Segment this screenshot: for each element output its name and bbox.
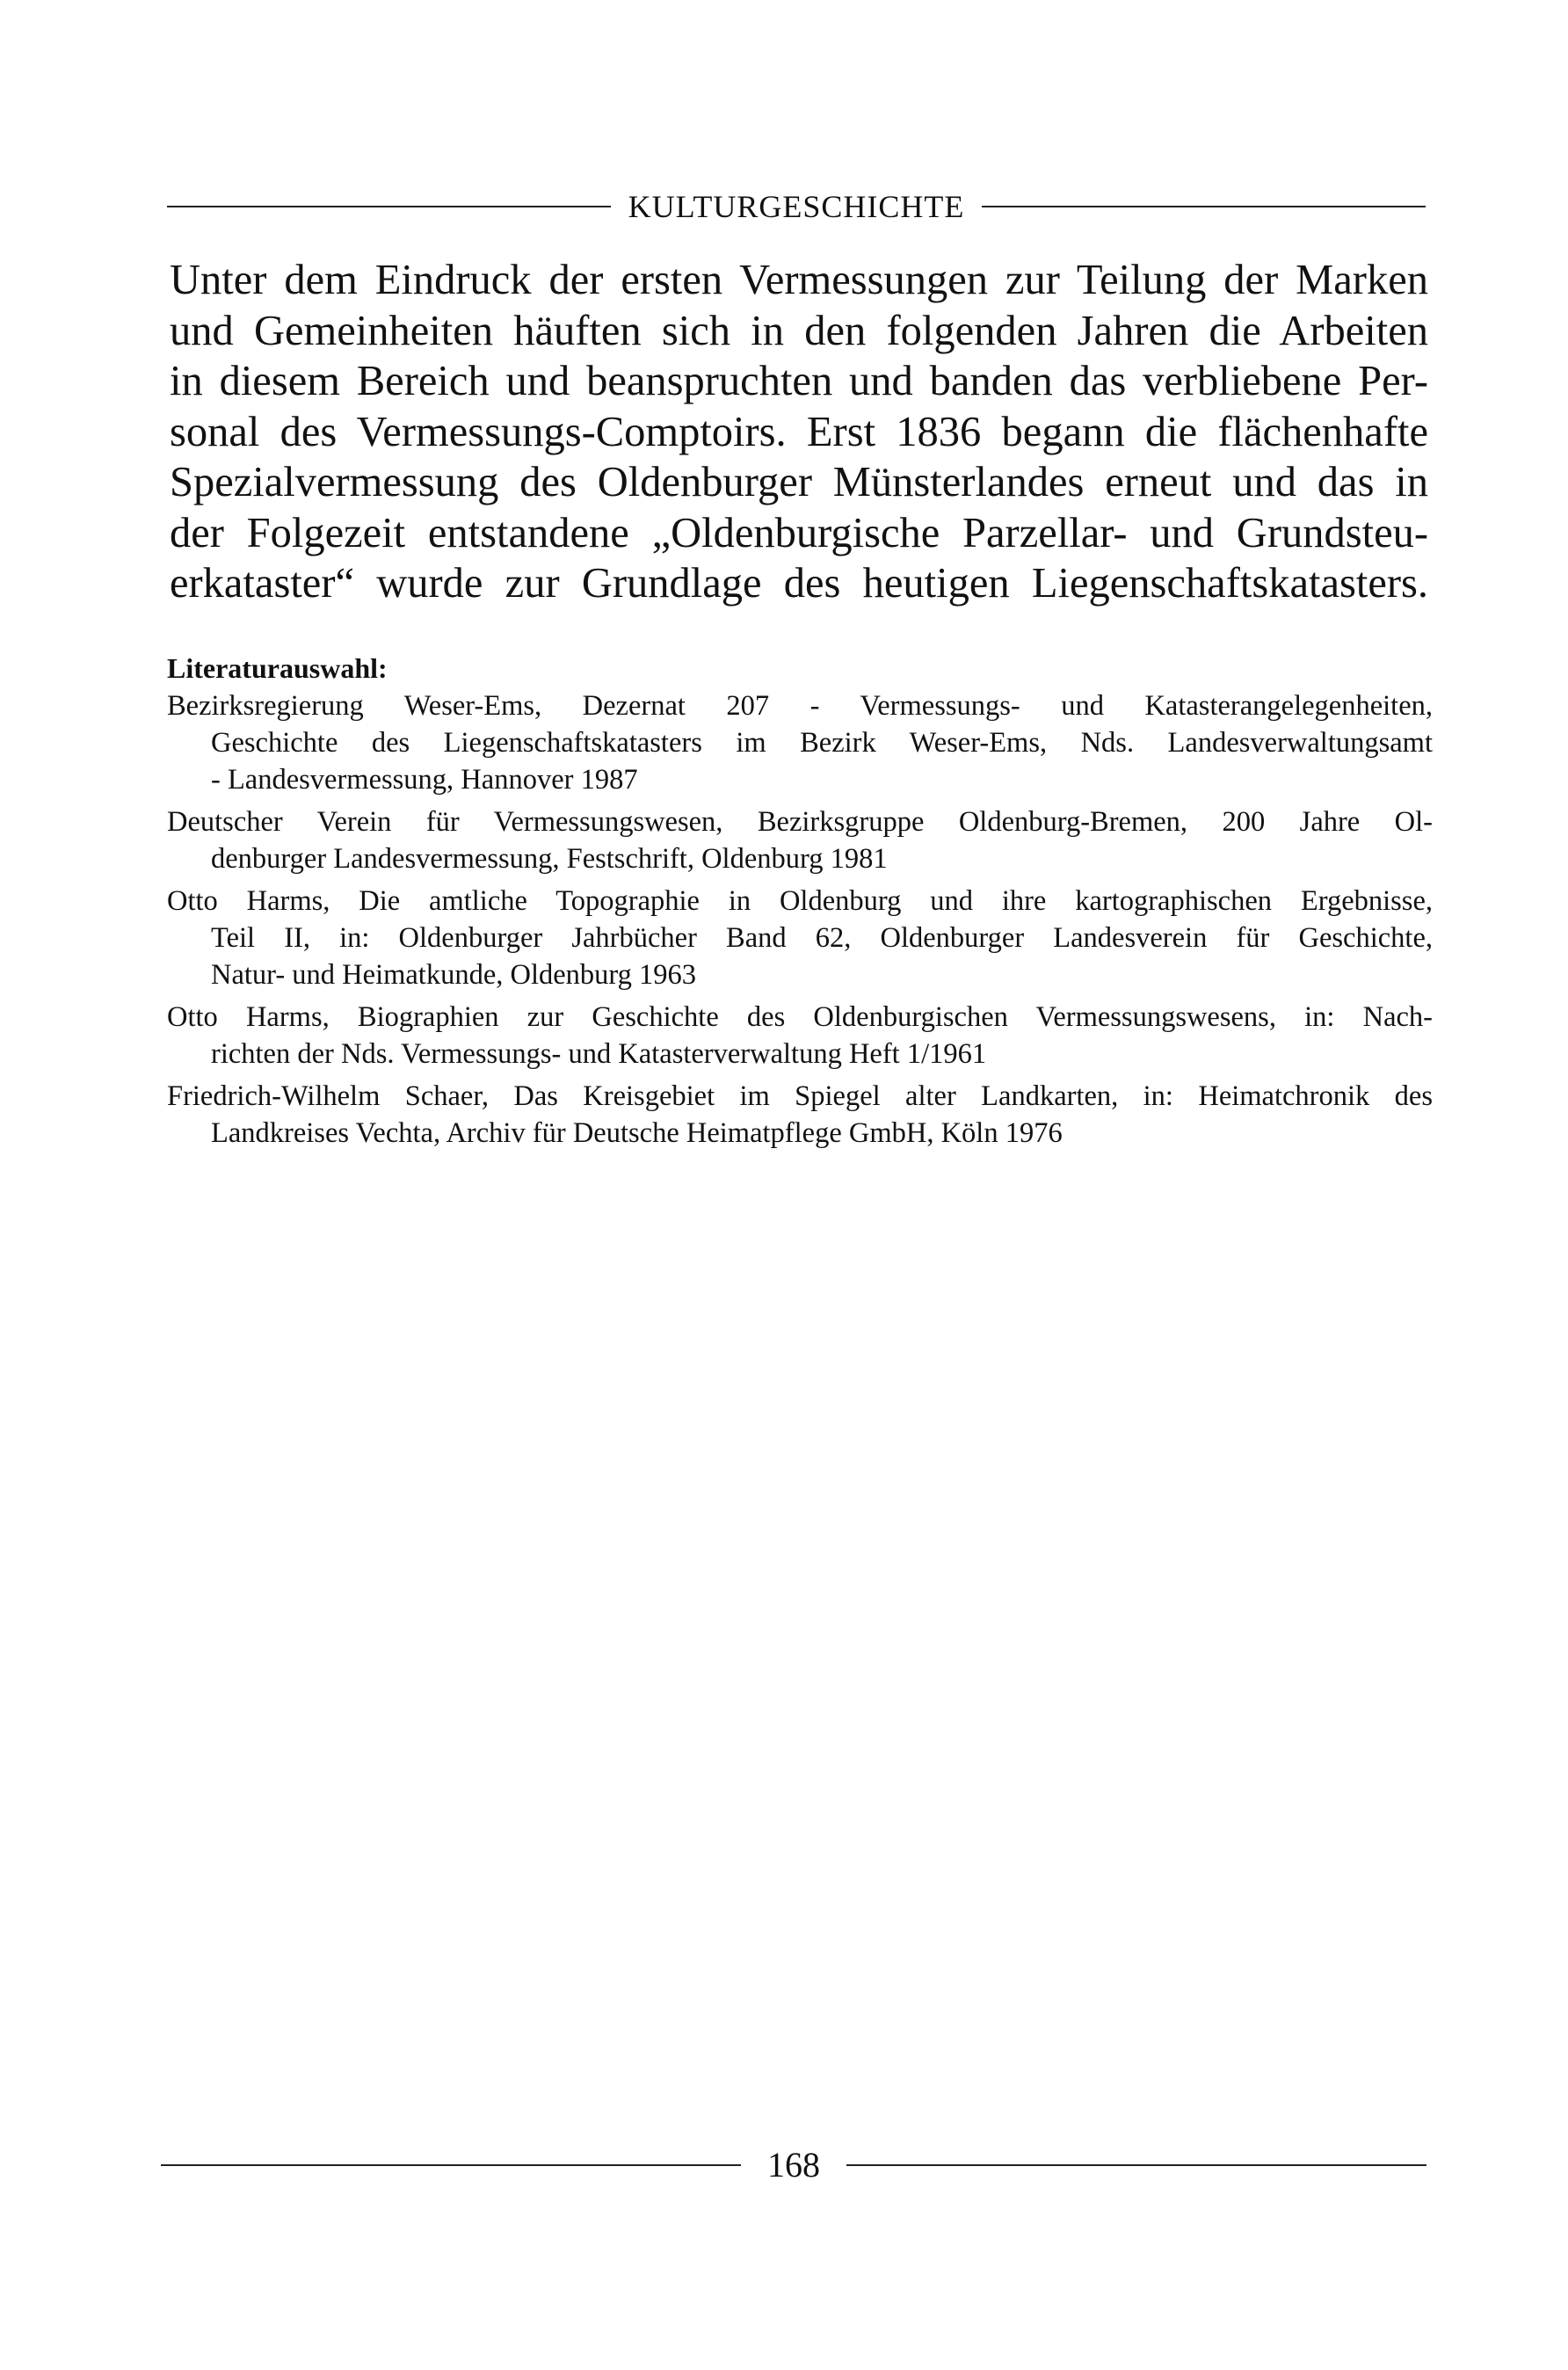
literature-entry-line: Natur- und Heimatkunde, Oldenburg 1963 [211,959,697,991]
literature-entry-line: denburger Landesvermessung, Festschrift, Oldenburg 1981 [211,843,888,875]
running-head [167,185,1426,229]
literature-entry-line: richten der Nds. Vermessungs- und Katasterverwaltung Heft 1/1961 [211,1038,987,1070]
literature-entry [167,999,1433,1072]
literature-entry-line: - Landesvermessung, Hannover 1987 [211,764,638,796]
main-paragraph-line: Spezialvermessung des Oldenburger Münsterlandes erneut und das in [170,459,1428,505]
running-head-rule-left [167,206,611,207]
literature-entry [167,883,1433,993]
literature-entry-line: Deutscher Verein für Vermessungswesen, Bezirksgruppe Oldenburg-Bremen, 200 Jahre Ol- [167,806,1433,838]
literature-section [167,651,1433,1157]
main-paragraph-line: erkataster“ wurde zur Grundlage des heutigen Liegenschaftskatasters. [170,560,1428,607]
running-head-title: KULTURGESCHICHTE [628,189,965,224]
main-paragraph-line: sonal des Vermessungs-Comptoirs. Erst 1836 begann die flächenhafte [170,408,1428,455]
literature-heading: Literaturauswahl: [167,652,388,684]
literature-entry-line: Bezirksregierung Weser-Ems, Dezernat 207 - Vermessungs- und Katasterangelegenheiten, [167,690,1433,722]
main-paragraph-line: Unter dem Eindruck der ersten Vermessungen zur Teilung der Marken [170,257,1428,303]
literature-entry-line: Otto Harms, Die amtliche Topographie in Oldenburg und ihre kartographischen Ergebnisse, [167,885,1433,917]
page-number: 168 [767,2145,820,2185]
main-paragraph-line: in diesem Bereich und beanspruchten und banden das verbliebene Per- [170,358,1428,404]
main-paragraph [170,255,1428,609]
literature-entry-line: Landkreises Vechta, Archiv für Deutsche Heimatpflege GmbH, Köln 1976 [211,1117,1063,1149]
literature-entry [167,803,1433,877]
literature-entry-line: Geschichte des Liegenschaftskatasters im Bezirk Weser-Ems, Nds. Landesverwaltungsamt [211,727,1433,759]
main-paragraph-line: der Folgezeit entstandene „Oldenburgische Parzellar- und Grundsteu- [170,509,1428,556]
main-paragraph-line: und Gemeinheiten häuften sich in den folgenden Jahren die Arbeiten [170,307,1428,354]
literature-entry-line: Otto Harms, Biographien zur Geschichte des Oldenburgischen Vermessungswesens, in: Nach- [167,1001,1433,1033]
footer-rule-left [161,2164,741,2166]
literature-entry-line: Friedrich-Wilhelm Schaer, Das Kreisgebiet im Spiegel alter Landkarten, in: Heimatchronik des [167,1080,1433,1112]
footer-rule-right [846,2164,1426,2166]
literature-entry [167,687,1433,798]
literature-entry-line: Teil II, in: Oldenburger Jahrbücher Band 62, Oldenburger Landesverein für Geschichte, [211,922,1433,954]
running-head-rule-right [982,206,1426,207]
page-footer [161,2141,1426,2190]
literature-entry [167,1078,1433,1152]
